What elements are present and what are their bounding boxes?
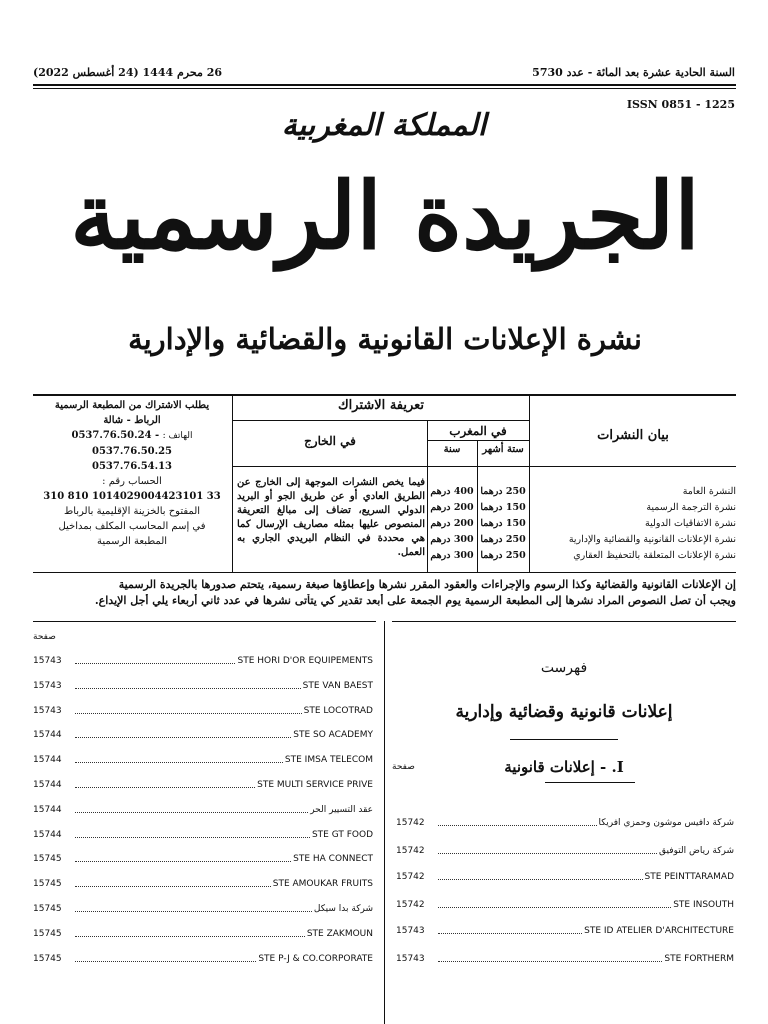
toc-leader xyxy=(75,960,256,962)
toc-entry-page: 15744 xyxy=(33,730,62,741)
toc-title-underline xyxy=(510,739,618,740)
toc-entry-name: STE IMSA TELECOM xyxy=(284,755,373,766)
rate-row-name: نشرة الترجمة الرسمية xyxy=(646,502,736,513)
toc-entry-page: 15743 xyxy=(33,656,62,666)
toc-entry-name: STE AMOUKAR FRUITS xyxy=(272,879,373,890)
rate-row-year: 300 درهم xyxy=(430,534,474,545)
toc-entry-name: STE HORI D'OR EQUIPEMENTS xyxy=(237,656,373,666)
toc-entry-name: شركة بدا سيكل xyxy=(313,904,373,914)
toc-entry[interactable] xyxy=(33,681,373,691)
rate-row-six-months: 150 درهما xyxy=(480,518,526,529)
toc-entry[interactable] xyxy=(33,706,373,716)
rate-row-name: نشرة الإعلانات القانونية والقضائية والإدارية xyxy=(568,534,736,545)
account-label: الحساب رقم : xyxy=(102,476,162,487)
toc-entry-page: 15744 xyxy=(33,829,62,840)
bank-line3: المطبعة الرسمية xyxy=(96,536,168,547)
toc-page-label-left: صفحة xyxy=(33,632,56,642)
rate-row-year: 200 درهم xyxy=(430,502,474,513)
toc-entry-page: 15745 xyxy=(33,879,62,890)
issn: ISSN 0851 - 1225 xyxy=(626,98,735,111)
subscription-block xyxy=(33,394,736,574)
rate-row-six-months: 250 درهما xyxy=(480,486,526,497)
toc-entry[interactable] xyxy=(33,854,373,864)
page-subtitle: نشرة الإعلانات القانونية والقضائية والإدارية xyxy=(128,322,642,356)
toc-leader xyxy=(75,885,271,887)
rate-row-year: 300 درهم xyxy=(430,550,474,561)
toc-leader xyxy=(75,811,308,813)
header-rule xyxy=(33,84,736,86)
toc-entry-page: 15745 xyxy=(33,854,62,865)
toc-top-rule-right xyxy=(392,621,736,622)
toc-subsection-title: I. - إعلانات قانونية xyxy=(504,758,624,776)
toc-entry-name: STE VAN BAEST xyxy=(302,680,373,691)
phones2: 0537.76.54.13 xyxy=(91,461,173,472)
toc-subsection-underline xyxy=(545,782,635,783)
toc-page-label-right: صفحة xyxy=(392,762,415,772)
toc-leader xyxy=(438,932,582,934)
phones1: 0537.76.50.24 - 0537.76.50.25 xyxy=(71,430,173,457)
phone-label: الهاتف : xyxy=(162,431,193,441)
toc-entry-page: 15745 xyxy=(33,904,62,914)
toc-entry-name: STE PEINTTARAMAD xyxy=(644,872,734,882)
rate-row-name: النشرة العامة xyxy=(682,486,736,497)
toc-leader xyxy=(75,712,302,714)
toc-entry[interactable] xyxy=(396,926,734,936)
toc-entry-page: 15742 xyxy=(396,818,425,828)
toc-entry[interactable] xyxy=(33,730,373,740)
subscription-line2: الرباط - شالة xyxy=(103,415,161,426)
toc-leader xyxy=(75,687,301,689)
toc-entry-name: عقد التسيير الحر xyxy=(310,804,373,815)
toc-entry-name: شركة دافيس موشون وحمزي افريكا xyxy=(598,818,734,828)
toc-entry-page: 15745 xyxy=(33,928,62,939)
col-abroad: في الخارج xyxy=(304,434,356,448)
toc-entry[interactable] xyxy=(33,954,373,964)
rate-row-six-months: 150 درهما xyxy=(480,502,526,513)
toc-entry-page: 15743 xyxy=(396,954,425,964)
toc-entry[interactable] xyxy=(33,830,373,840)
rate-row-name: نشرة الاتفاقيات الدولية xyxy=(645,518,736,529)
rate-row-year: 400 درهم xyxy=(430,486,474,497)
bank-line2: في إسم المحاسب المكلف بمداخيل xyxy=(58,521,206,532)
col-morocco: في المغرب xyxy=(449,424,507,438)
toc-entry-name: STE INSOUTH xyxy=(673,900,734,910)
toc-entry-name: STE SO ACADEMY xyxy=(293,730,373,741)
toc-entry-name: STE P-J & CO.CORPORATE xyxy=(258,953,373,964)
account-number: 310 810 1014029004423101 33 xyxy=(43,491,221,502)
toc-entry-name: STE LOCOTRAD xyxy=(303,705,373,716)
toc-entry-name: STE GT FOOD xyxy=(311,829,373,840)
toc-entry-name: STE HA CONNECT xyxy=(293,854,373,865)
toc-entry[interactable] xyxy=(396,954,734,964)
toc-leader xyxy=(75,736,291,738)
toc-entry-name: STE ZAKMOUN xyxy=(306,928,373,939)
toc-entry[interactable] xyxy=(396,818,734,828)
col-year: سنة xyxy=(443,444,461,455)
toc-leader xyxy=(75,786,255,788)
toc-entry-page: 15745 xyxy=(33,953,62,964)
header-rule-thin xyxy=(33,88,736,89)
toc-entry-page: 15742 xyxy=(396,872,425,882)
phone-line xyxy=(33,428,231,459)
toc-entry[interactable] xyxy=(33,755,373,765)
toc-entry-page: 15744 xyxy=(33,780,62,790)
issue-info: السنة الحادية عشرة بعد المائة - عدد 5730 xyxy=(532,66,735,79)
rate-row-year: 200 درهم xyxy=(430,518,474,529)
toc-entry-name: STE ID ATELIER D'ARCHITECTURE xyxy=(584,926,734,936)
toc-entry-page: 15742 xyxy=(396,900,425,910)
toc-top-rule-left xyxy=(33,621,376,622)
toc-entry[interactable] xyxy=(33,879,373,889)
toc-leader xyxy=(75,836,310,838)
toc-leader xyxy=(75,910,312,912)
toc-entry-page: 15744 xyxy=(33,804,62,815)
notice-line2: ويجب أن تصل النصوص المراد نشرها إلى المطبعة الرسمية يوم الجمعة على أبعد تقدير كي يتأتى نشرها في عدد ثاني أربعاء يلي أجل الإيداع. xyxy=(94,594,736,607)
notice-line1: إن الإعلانات القانونية والقضائية وكذا الرسوم والإجراءات والعقود المقرر نشرها وإعطاؤها صبغة رسمية، يتحتم صدورها بالجريدة الرسمية xyxy=(118,578,736,591)
rate-row-six-months: 250 درهما xyxy=(480,534,526,545)
toc-entry-page: 15743 xyxy=(396,926,425,936)
abroad-text: فيما يخص النشرات الموجهة إلى الخارج عن الطريق العادي أو عن طريق الجو أو البريد الدولي السريع، تضاف إلى مبالغ التعريفة المنصوص عليها بمثله مصاريف الإرسال كما هي محددة في النظام البريدي الجاري به العمل. xyxy=(237,477,425,558)
toc-entry-name: STE MULTI SERVICE PRIVE xyxy=(257,780,373,790)
page-title: الجريدة الرسمية xyxy=(70,162,700,270)
toc-leader xyxy=(75,860,291,862)
toc-leader xyxy=(438,852,657,854)
col-six-months: ستة أشهر xyxy=(482,444,524,455)
rate-table-title: تعريفة الاشتراك xyxy=(337,398,425,413)
toc-entry[interactable] xyxy=(33,929,373,939)
toc-leader xyxy=(438,824,597,826)
toc-entry-page: 15743 xyxy=(33,705,62,716)
toc-entry[interactable] xyxy=(33,656,373,666)
toc-entry[interactable] xyxy=(396,872,734,882)
kingdom-label: المملكة المغربية xyxy=(281,108,487,143)
toc-entry[interactable] xyxy=(33,780,373,790)
toc-leader xyxy=(75,662,235,664)
toc-leader xyxy=(75,761,283,763)
issue-date: 26 محرم 1444 (24 أغسطس 2022) xyxy=(33,66,223,79)
rate-row-six-months: 250 درهما xyxy=(480,550,526,561)
toc-entry-page: 15744 xyxy=(33,755,62,766)
toc-index-title: فهرست xyxy=(540,660,588,676)
toc-entry-name: شركة رياض التوفيق xyxy=(659,846,734,856)
toc-entry-page: 15743 xyxy=(33,680,62,691)
rate-row-name: نشرة الإعلانات المتعلقة بالتحفيظ العقاري xyxy=(573,550,736,561)
toc-leader xyxy=(75,935,305,937)
toc-entry[interactable] xyxy=(33,904,373,914)
bank-line1: المفتوح بالخزينة الإقليمية بالرباط xyxy=(63,506,201,517)
toc-divider xyxy=(384,621,385,1024)
col-statement: بيان النشرات xyxy=(597,428,669,443)
toc-entry[interactable] xyxy=(396,846,734,856)
toc-entry-page: 15742 xyxy=(396,846,425,856)
toc-leader xyxy=(438,878,643,880)
toc-leader xyxy=(438,906,671,908)
toc-leader xyxy=(438,960,662,962)
toc-entry-name: STE FORTHERM xyxy=(664,954,734,964)
toc-entry[interactable] xyxy=(33,805,373,815)
subscription-info xyxy=(33,398,231,549)
subscription-line1: يطلب الاشتراك من المطبعة الرسمية xyxy=(54,400,210,411)
toc-section-title: إعلانات قانونية وقضائية وإدارية xyxy=(455,702,673,722)
toc-entry[interactable] xyxy=(396,900,734,910)
